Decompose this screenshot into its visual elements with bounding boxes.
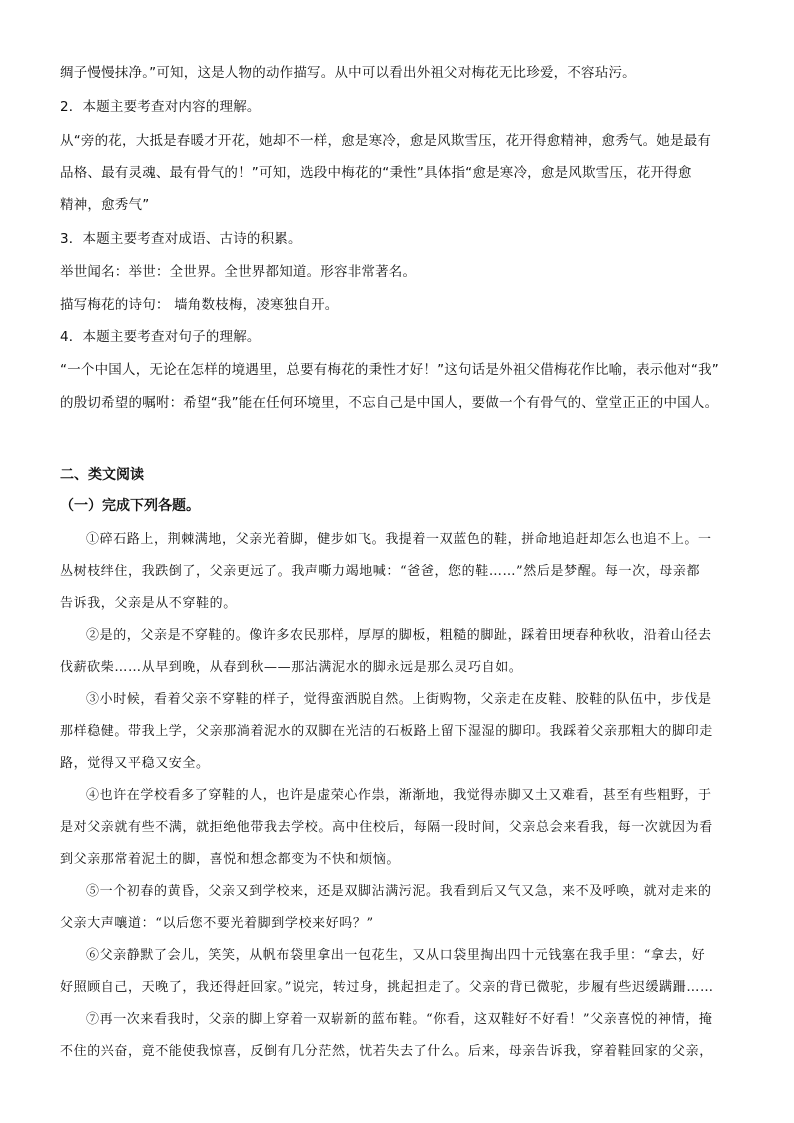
answer-line: 2．本题主要考查对内容的理解。: [60, 99, 261, 115]
passage-line: ⑤一个初春的黄昏，父亲又到学校来，还是双脚沾满污泥。我看到后又气又急，来不及呼唤，就对走来的: [86, 884, 712, 899]
passage-line: 那样稳健。带我上学，父亲那淌着泥水的双脚在光洁的石板路上留下湿湿的脚印。我踩着父亲那粗大的脚印走: [60, 724, 713, 739]
passage-line: 路，觉得又平稳又安全。: [60, 756, 210, 771]
passage-line: ⑥父亲静默了会儿，笑笑，从帆布袋里拿出一包花生，又从口袋里掏出四十元钱塞在我手里：“拿去，好: [86, 948, 706, 963]
passage-line: 丛树枝绊住，我跌倒了，父亲更远了。我声嘶力竭地喊：“爸爸，您的鞋……”然后是梦醒。每一次，母亲都: [60, 564, 701, 579]
passage-line: 是对父亲就有些不满，就拒绝他带我去学校。高中住校后，每隔一段时间，父亲总会来看我，每一次就因为看: [60, 820, 713, 835]
passage-line: 不住的兴奋，竟不能使我惊喜，反倒有几分茫然，忧若失去了什么。后来，母亲告诉我，穿着鞋回家的父亲，: [60, 1044, 713, 1059]
passage-line: ①碎石路上，荆棘满地，父亲光着脚，健步如飞。我提着一双蓝色的鞋，拼命地追赶却怎么也追不上。一: [86, 532, 712, 547]
answer-line: “一个中国人，无论在怎样的境遇里，总要有梅花的秉性才好！”这句话是外祖父借梅花作比喻，表示他对“我”: [60, 362, 719, 378]
answer-line: 的殷切希望的嘱咐：希望“我”能在任何环境里，不忘自己是中国人，要做一个有骨气的、堂堂正正的中国人。: [60, 395, 719, 411]
answer-line: 描写梅花的诗句： 墙角数枝梅，凌寒独自开。: [60, 297, 339, 313]
passage-line: ⑦再一次来看我时，父亲的脚上穿着一双崭新的蓝布鞋。“你看，这双鞋好不好看！”父亲喜悦的神情，掩: [86, 1012, 713, 1027]
answer-line: 从“旁的花，大抵是春暖才开花，她却不一样，愈是寒冷，愈是风欺雪压，花开得愈精神，愈秀气。她是最有: [60, 133, 712, 149]
answer-line: 举世闻名：举世：全世界。全世界都知道。形容非常著名。: [60, 264, 417, 280]
passage-line: 到父亲那常着泥土的脚，喜悦和想念都变为不快和烦恼。: [60, 852, 401, 867]
passage-line: 告诉我，父亲是从不穿鞋的。: [60, 596, 237, 611]
passage-line: ④也许在学校看多了穿鞋的人，也许是虚荣心作祟，渐渐地，我觉得赤脚又土又难看，甚至有些粗野，于: [86, 788, 712, 803]
answer-line: 品格、最有灵魂、最有骨气的！”可知，选段中梅花的“秉性”具体指“愈是寒冷，愈是风欺雪压，花开得愈: [60, 165, 692, 181]
passage-line: ②是的，父亲是不穿鞋的。像许多农民那样，厚厚的脚板，粗糙的脚趾，踩着田埂春种秋收，沿着山径去: [86, 628, 712, 643]
answer-line: 4．本题主要考查对句子的理解。: [60, 329, 261, 345]
passage-line: 父亲大声嚷道：“以后您不要光着脚到学校来好吗？”: [60, 916, 374, 931]
answer-line: 精神，愈秀气”: [60, 197, 150, 213]
section-subtitle: （一）完成下列各题。: [60, 498, 200, 514]
passage-line: ③小时候，看着父亲不穿鞋的样子，觉得蛮洒脱自然。上街购物，父亲走在皮鞋、胶鞋的队伍中，步伐是: [86, 692, 712, 707]
passage-line: 伐薪砍柴……从早到晚，从春到秋——那沾满泥水的脚永远是那么灵巧自如。: [60, 660, 523, 675]
answer-line: 3．本题主要考查对成语、古诗的积累。: [60, 231, 302, 247]
section-title: 二、类文阅读: [60, 467, 144, 483]
answer-line: 绸子慢慢抹净。”可知，这是人物的动作描写。从中可以看出外祖父对梅花无比珍爱，不容玷污。: [60, 65, 636, 81]
passage-line: 好照顾自己，天晚了，我还得赶回家。”说完，转过身，挑起担走了。父亲的背已微驼，步履有些迟缓蹒跚……: [60, 980, 714, 995]
